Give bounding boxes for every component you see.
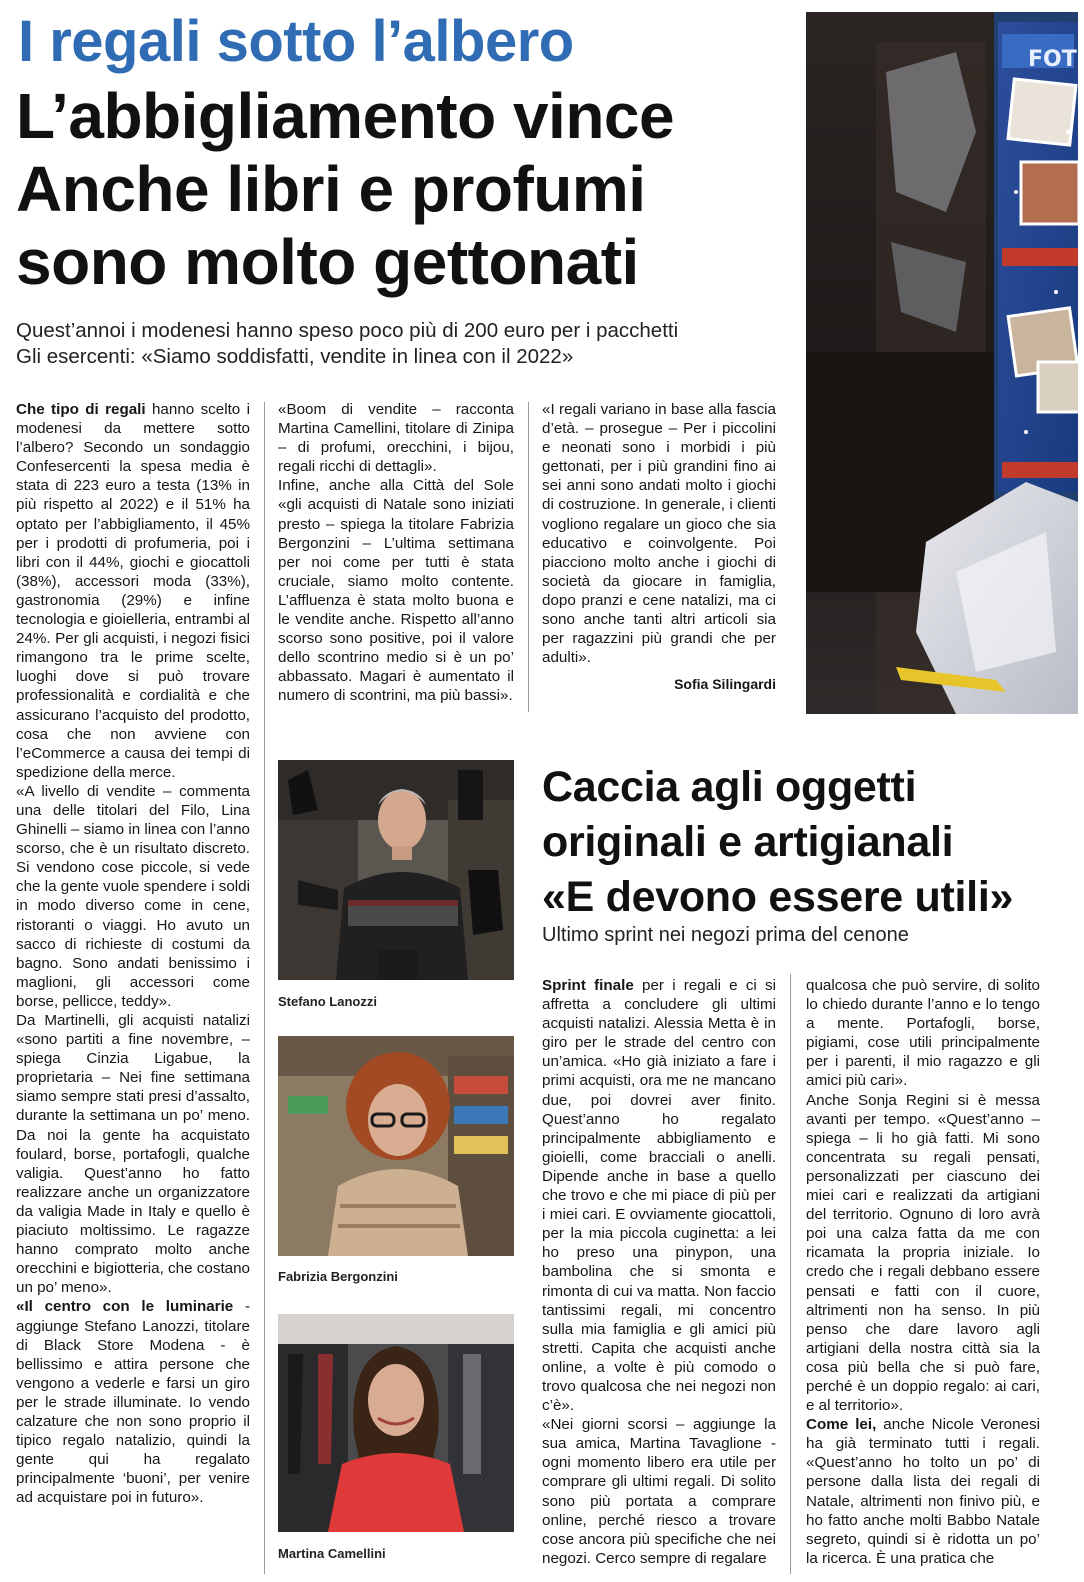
article2-headline: [542, 760, 1062, 925]
lead-in: Come lei,: [806, 1416, 877, 1434]
column1-paragraph-4: [16, 1297, 250, 1507]
byline: Sofia Silingardi: [674, 676, 776, 693]
column1-paragraph-3: Da Martinelli, gli acquisti natalizi «sono partiti a fine novembre, – spiega Cinzia Ligabue, la proprietaria – Nei fine settimana siamo sempre stati presi d’assalto, durante la settimana un po’ meno. Da noi la gente ha acquistato foulard, borse, portafogli, qualche valigia. Quest’anno ho fatto realizzare anche un organizzatore da valigia Made in Italy e quello è piaciuto moltissimo. Le ragazze hanno comprato molto anche orecchini e bigiotteria, che costano un po’ meno».: [16, 1012, 250, 1297]
body-text: - aggiunge Stefano Lanozzi, titolare di Black Store Modena - è bellissimo e attira persone che vengono a vederle e farsi un giro per le strade illuminate. Io vendo calzature che non sono proprio il tipico regalo natalizio, quindi la gente qui ha regalato principalmente ‘buoni’, per venire ad acquistare poi in futuro».: [16, 1298, 250, 1507]
article1-column-3: [542, 400, 776, 694]
article2-deck: Ultimo sprint nei negozi prima del cenone: [542, 924, 909, 946]
deck-line-2: Gli esercenti: «Siamo soddisfatti, vendite in linea con il 2022»: [16, 345, 574, 368]
column-rule-1: [264, 402, 265, 1574]
article2-headline-line-1: Caccia agli oggetti: [542, 763, 917, 811]
article2-column-1: [542, 976, 776, 1576]
article1-column-1: [16, 400, 250, 1507]
shop-photo: [806, 12, 1078, 714]
article2-paragraph-1: [542, 976, 776, 1415]
article2-column-2: [806, 976, 1040, 1576]
column2-paragraph-1: «Boom di vendite – racconta Martina Camellini, titolare di Zinipa – di profumi, orecchini, i bijou, regali ricchi di dettagli».: [278, 401, 514, 476]
portrait-fabrizia: [278, 1036, 514, 1256]
column3-paragraph-1: «I regali variano in base alla fascia d’età. – prosegue – Per i piccolini e neonati sono i morbidi i più gettonati, per i più grandini fino ai sei anni sono andati molto i giochi di costruzione. In generale, i clienti vogliono regalare un gioco che sia educativo e coinvolgente. Poi piacciono molto anche i giochi di società da giocare in famiglia, dopo pranzi e cene natalizi, ma ci sono anche tanti altri articoli sia per ragazzini più grandi che per adulti».: [542, 401, 776, 667]
headline: [16, 80, 796, 299]
caption-stefano: Stefano Lanozzi: [278, 994, 377, 1009]
column2-paragraph-2: Infine, anche alla Città del Sole «gli acquisti di Natale sono iniziati presto – spiega la titolare Fabrizia Bergonzini – L’ultima settimana per noi come per tutti è stata cruciale, siamo molto contente. L’affluenza è stata molto buona e le vendite anche. Rispetto all’anno scorso sono positive, poi il valore dello scontrino medio si è un po’ abbassato. Magari è aumentato il numero di scontrini, ma più bassi».: [278, 477, 514, 705]
kicker: I regali sotto l’albero: [18, 9, 574, 74]
deck-line-1: Quest’annoi i modenesi hanno speso poco più di 200 euro per i pacchetti: [16, 319, 679, 342]
headline-line-3: sono molto gettonati: [16, 226, 639, 298]
column1-paragraph-2: «A livello di vendite – commenta una delle titolari del Filo, Lina Ghinelli – siamo in linea con l’anno scorso, che è un risultato discreto. Si vendono cose piccole, si vede che la gente vuole spendere i soldi in modo diverso come in cene, ristoranti o viaggi. Ho avuto un sacco di richieste di costumi da bagno. Sono andati benissimo i maglioni, gli accessori come borse, pellicce, teddy».: [16, 782, 250, 1010]
article2-paragraph-5: [806, 1415, 1040, 1568]
deck: [16, 318, 796, 370]
article2-paragraph-3: qualcosa che può servire, di solito lo chiedo durante l’anno e lo tengo a mente. Portafogli, borse, pigiami, cose utili principalmente per i parenti, il mio ragazzo e gli amici più cari».: [806, 977, 1040, 1090]
column-rule-2: [528, 402, 529, 712]
portrait-martina: [278, 1314, 514, 1532]
portrait-stefano: [278, 760, 514, 980]
lead-in: Che tipo di regali: [16, 401, 146, 418]
body-text: per i regali e ci si affretta a concludere gli ultimi acquisti natalizi. Alessia Metta è in giro per le strade del centro con un’amica. «Ho già iniziato a fare i primi acquisti, ora me ne mancano due, poi dovrei aver finito. Quest’anno ho regalato principalmente abbigliamento e gioielli, come bracciali o anelli. Dipende anche in base a quello che trovo e che mi piace di più per i miei cari. E ovviamente giocattoli, per la mia piccola cuginetta: a lei ho preso una pinypon, una bambolina che si smonta e rimonta di cui va matta. Non faccio tantissimi regali, mi concentro sulla mia famiglia e gli amici più stretti. Capita che acquisti anche online, a volte è più comodo o trovo qualcosa che nei negozi non c’è».: [542, 977, 776, 1415]
caption-martina: Martina Camellini: [278, 1546, 386, 1561]
lead-in: Sprint finale: [542, 977, 634, 994]
article2-paragraph-2: «Nei giorni scorsi – aggiunge la sua amica, Martina Tavaglione - ogni momento libero era utile per comprare gli ultimi regali. Di solito sono più portata a comprare online, perché riesco a trovare cose ancora più specifiche che nei negozi. Cerco sempre di regalare: [542, 1416, 776, 1567]
body-text: anche Nicole Veronesi ha già terminato tutti i regali. «Quest’anno ho tolto un po’ di persone dalla lista dei regali di Natale, altrimenti non finivo più, e ho fatto anche molti Babbo Natale segreto, quindi si è ridotta un po’ la ricerca. È una pratica che: [806, 1416, 1040, 1567]
body-text: hanno scelto i modenesi da mettere sotto l’albero? Secondo un sondaggio Confesercenti la spesa media è stata di 223 euro a testa (13% in più rispetto al 2022) e il 51% ha optato per l’abbigliamento, il 45% per i prodotti di profumeria, poi i libri con il 44%, giochi e giocattoli (38%), accessori moda (33%), gastronomia (29%) e infine tecnologia e gioielleria, entrambi al 24%. Per gli acquisti, i negozi fisici rimangono tra le prime scelte, luoghi dove si può trovare professionalità e cordialità e che assicurano l’acquisto del prodotto, cosa che non avviene con l’eCommerce a causa dei tempi di spedizione della merce.: [16, 401, 250, 781]
lead-in: «Il centro con le luminarie: [16, 1298, 234, 1316]
column1-paragraph-1: [16, 400, 250, 782]
svg-text:FOT: FOT: [1028, 47, 1077, 72]
headline-line-2: Anche libri e profumi: [16, 153, 646, 225]
article2-paragraph-4: Anche Sonja Regini si è messa avanti per tempo. «Quest’anno – spiega – li ho già fatti. Mi sono concentrata su regali pensati, personalizzati per ciascuno dei miei cari e realizzati da artigiani del territorio. Ognuno di loro avrà poi una calza fatta da me con ricamata la propria iniziale. Io credo che i regali debbano essere pensati e fatti con il cuore, altrimenti non ha senso. In più penso che dare lavoro agli artigiani della nostra città sia la cosa più bella che si può fare, perché è un doppio regalo: ai cari, e al territorio».: [806, 1091, 1040, 1415]
column-rule-3: [790, 974, 791, 1574]
caption-fabrizia: Fabrizia Bergonzini: [278, 1269, 398, 1284]
article2-headline-line-2: originali e artigianali: [542, 818, 954, 866]
headline-line-1: L’abbigliamento vince: [16, 80, 675, 152]
article1-column-2: [278, 400, 514, 706]
article2-headline-line-3: «E devono essere utili»: [542, 873, 1014, 921]
